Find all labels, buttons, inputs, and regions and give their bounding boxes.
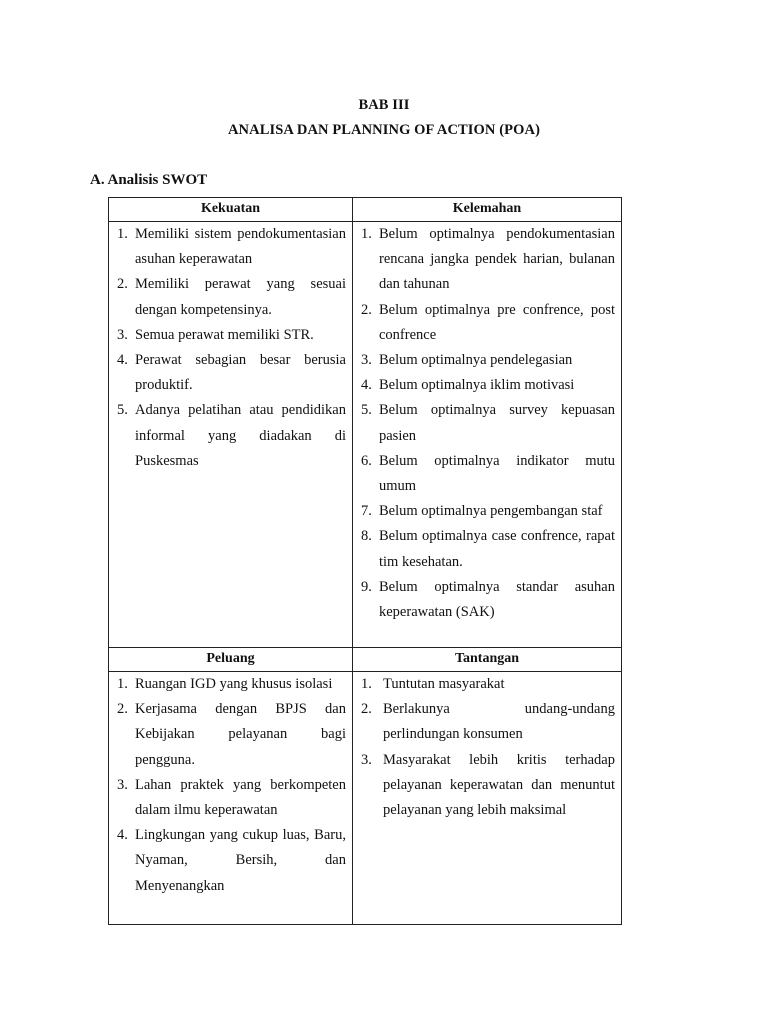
list-item-text: Belum optimalnya pendelegasian — [379, 352, 573, 369]
list-item-text: Belum optimalnya pengembangan staf — [379, 503, 603, 520]
swot-header-row-1 — [109, 198, 622, 222]
list-item — [359, 697, 615, 747]
list-item-number: 4. — [361, 377, 372, 394]
swot-content-row-2 — [109, 672, 622, 925]
list-item — [115, 697, 346, 773]
list-item-number: 8. — [361, 528, 372, 545]
list-item-text: Belum optimalnya iklim motivasi — [379, 377, 575, 394]
list-item — [359, 298, 615, 348]
list-item-number: 2. — [361, 701, 372, 718]
list-item-number: 3. — [117, 776, 128, 793]
tantangan-list — [353, 672, 621, 831]
list-item — [115, 348, 346, 398]
list-item-number: 2. — [117, 276, 128, 293]
list-item-number: 1. — [117, 676, 128, 692]
list-item-number: 3. — [361, 352, 372, 369]
list-item-text: Belum optimalnya survey kepuasan pasien — [379, 402, 615, 444]
peluang-cell — [109, 672, 353, 925]
list-item-number: 5. — [117, 402, 128, 419]
list-item — [115, 773, 346, 823]
list-item — [359, 499, 615, 524]
list-item-number: 3. — [361, 751, 372, 768]
kekuatan-cell — [109, 222, 353, 648]
kelemahan-cell — [353, 222, 622, 648]
list-item-number: 1. — [117, 226, 128, 242]
kekuatan-header: Kekuatan — [109, 198, 353, 222]
list-item-text: Masyarakat lebih kritis terhadap pelayanan keperawatan dan menuntut pelayanan yang lebih maksimal — [383, 751, 615, 819]
list-item-number: 2. — [117, 701, 128, 718]
list-item-text: Tuntutan masyarakat — [383, 676, 505, 692]
tantangan-header: Tantangan — [353, 648, 622, 672]
list-item — [359, 222, 615, 298]
list-item-text: Berlakunya undang-undang perlindungan konsumen — [383, 701, 615, 743]
list-item — [359, 672, 615, 697]
list-item — [115, 272, 346, 322]
swot-table — [108, 197, 622, 925]
list-item — [359, 373, 615, 398]
list-item-text: Belum optimalnya pendokumentasian rencana jangka pendek harian, bulanan dan tahunan — [379, 226, 615, 293]
section-heading: A. Analisis SWOT — [90, 172, 208, 188]
chapter-title: ANALISA DAN PLANNING OF ACTION (POA) — [227, 122, 540, 138]
list-item-text: Adanya pelatihan atau pendidikan informal yang diadakan di Puskesmas — [135, 402, 346, 469]
chapter-heading: BAB III — [358, 97, 410, 113]
list-item-text: Kerjasama dengan BPJS dan Kebijakan pelayanan bagi pengguna. — [135, 701, 346, 768]
swot-content-row-1 — [109, 222, 622, 648]
list-item — [359, 398, 615, 448]
list-item — [115, 323, 346, 348]
list-item-number: 4. — [117, 827, 128, 844]
peluang-header: Peluang — [109, 648, 353, 672]
list-item — [359, 524, 615, 574]
kekuatan-list — [109, 222, 352, 482]
list-item — [359, 348, 615, 373]
swot-header-row-2 — [109, 648, 622, 672]
list-item-text: Memiliki sistem pendokumentasian asuhan keperawatan — [135, 226, 346, 268]
list-item-number: 9. — [361, 578, 372, 595]
kelemahan-header: Kelemahan — [353, 198, 622, 222]
list-item — [115, 672, 346, 697]
peluang-list — [109, 672, 352, 907]
list-item — [359, 575, 615, 625]
list-item-text: Belum optimalnya standar asuhan keperawatan (SAK) — [379, 578, 615, 621]
list-item-text: Belum optimalnya pre confrence, post confrence — [379, 301, 615, 343]
list-item — [115, 398, 346, 474]
list-item-text: Lingkungan yang cukup luas, Baru, Nyaman, Bersih, dan Menyenangkan — [135, 827, 346, 894]
kelemahan-list — [353, 222, 621, 633]
list-item-number: 3. — [117, 326, 128, 343]
list-item-text: Semua perawat memiliki STR. — [135, 326, 314, 343]
list-item — [359, 449, 615, 499]
list-item-text: Belum optimalnya indikator mutu umum — [379, 452, 615, 495]
tantangan-cell — [353, 672, 622, 925]
list-item-number: 4. — [117, 352, 128, 369]
list-item-text: Memiliki perawat yang sesuai dengan kompetensinya. — [135, 276, 346, 318]
list-item-text: Perawat sebagian besar berusia produktif. — [135, 352, 346, 394]
list-item-number: 2. — [361, 301, 372, 318]
list-item-number: 1. — [361, 676, 372, 692]
list-item-number: 7. — [361, 503, 372, 520]
list-item-text: Lahan praktek yang berkompeten dalam ilmu keperawatan — [135, 776, 346, 819]
list-item — [115, 222, 346, 272]
list-item-number: 6. — [361, 452, 372, 469]
list-item — [115, 823, 346, 899]
list-item-text: Belum optimalnya case confrence, rapat tim kesehatan. — [379, 528, 615, 570]
list-item — [359, 748, 615, 824]
list-item-number: 5. — [361, 402, 372, 419]
list-item-text: Ruangan IGD yang khusus isolasi — [135, 676, 333, 692]
list-item-number: 1. — [361, 226, 372, 242]
